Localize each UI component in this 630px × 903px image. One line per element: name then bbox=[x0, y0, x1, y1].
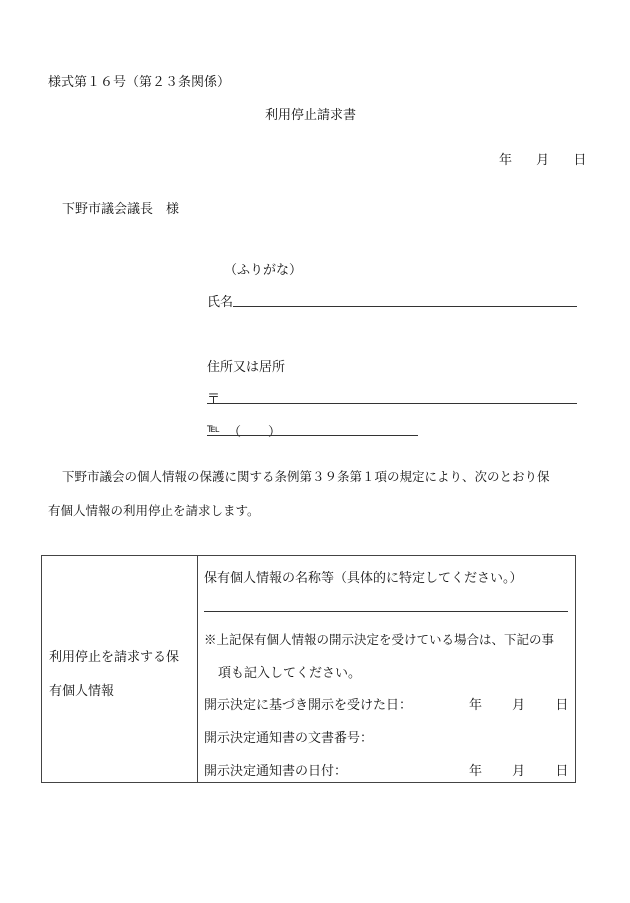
tel-field[interactable] bbox=[207, 435, 418, 436]
furigana-label: （ふりがな） bbox=[224, 263, 303, 278]
tel-paren-open: （ bbox=[228, 425, 242, 440]
notice-number-label: 開示決定通知書の文書番号： bbox=[204, 731, 374, 746]
address-field[interactable] bbox=[207, 403, 577, 404]
disclosure-date-fields[interactable] bbox=[469, 694, 568, 713]
notice-date-fields[interactable] bbox=[469, 760, 568, 779]
name-field[interactable] bbox=[233, 306, 577, 307]
date-month: 月 bbox=[536, 153, 550, 168]
left-label-line1: 利用停止を請求する保 bbox=[49, 650, 180, 665]
notice-day: 日 bbox=[555, 764, 569, 779]
date-day: 日 bbox=[573, 153, 587, 168]
disclosure-date-label: 開示決定に基づき開示を受けた日： bbox=[204, 698, 413, 713]
info-name-field[interactable] bbox=[204, 611, 568, 612]
addressee: 下野市議会議長 様 bbox=[62, 202, 180, 217]
form-number: 様式第１６号（第２３条関係） bbox=[48, 75, 231, 90]
document-title: 利用停止請求書 bbox=[265, 108, 357, 123]
name-label: 氏名 bbox=[207, 295, 234, 310]
note-line2: 項も記入してください。 bbox=[218, 666, 362, 681]
notice-year: 年 bbox=[469, 764, 483, 779]
tel-label: ℡ bbox=[207, 421, 220, 435]
table-right-cell bbox=[198, 556, 576, 783]
request-table bbox=[41, 555, 576, 783]
date-line bbox=[499, 149, 586, 168]
body-text-line2: 有個人情報の利用停止を請求します。 bbox=[48, 503, 260, 518]
body-text-line1: 下野市議会の個人情報の保護に関する条例第３９条第１項の規定により、次のとおり保 bbox=[62, 469, 550, 484]
info-name-label: 保有個人情報の名称等（具体的に特定してください。） bbox=[204, 571, 523, 586]
disclosure-month: 月 bbox=[512, 698, 526, 713]
postal-mark: 〒 bbox=[207, 392, 221, 407]
disclosure-day: 日 bbox=[555, 698, 569, 713]
note-line1: ※上記保有個人情報の開示決定を受けている場合は、下記の事 bbox=[204, 632, 555, 647]
table-left-cell bbox=[42, 556, 198, 783]
tel-paren-close: ） bbox=[268, 425, 282, 440]
address-label: 住所又は居所 bbox=[207, 360, 286, 375]
date-year: 年 bbox=[499, 153, 513, 168]
notice-month: 月 bbox=[512, 764, 526, 779]
notice-date-label: 開示決定通知書の日付： bbox=[204, 764, 348, 779]
disclosure-year: 年 bbox=[469, 698, 483, 713]
left-label-line2: 有個人情報 bbox=[49, 684, 115, 699]
